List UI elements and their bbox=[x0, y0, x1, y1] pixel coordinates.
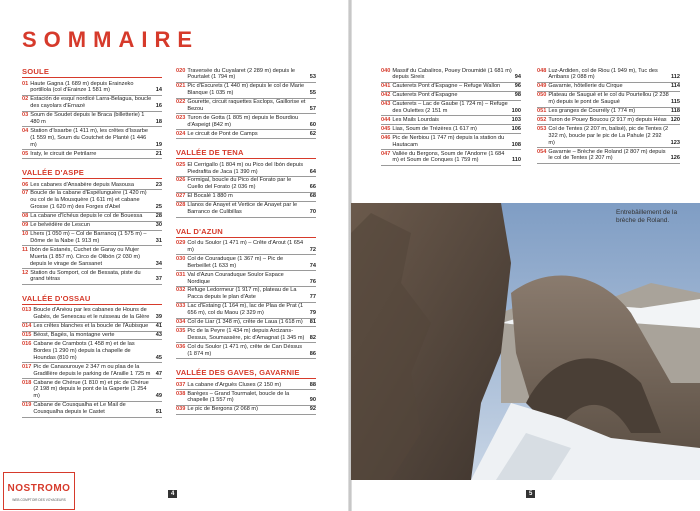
toc-section bbox=[22, 67, 162, 159]
entry-title: Cabane de Chérue (1 810 m) et pic de Chérue (2 198 m) depuis le pont de la Gaperte (1 254 m) bbox=[33, 379, 149, 400]
entry-number: 11 bbox=[22, 246, 28, 253]
toc-entry[interactable] bbox=[22, 379, 162, 402]
entry-page: 108 bbox=[511, 141, 521, 148]
entry-title: Cauterets Pont d'Espagne – Refuge Wallon bbox=[392, 83, 501, 90]
entry-page: 47 bbox=[155, 370, 162, 377]
entry-number: 041 bbox=[381, 83, 391, 90]
entry-title: Iraty, le circuit de Petrilarre bbox=[30, 150, 97, 157]
entry-number: 013 bbox=[22, 307, 32, 314]
entry-number: 036 bbox=[176, 343, 186, 350]
entry-number: 040 bbox=[381, 67, 391, 74]
toc-entry[interactable] bbox=[22, 96, 162, 112]
toc-entry[interactable] bbox=[176, 390, 316, 406]
entry-title: Les crêtes blanches et la boucle de l'Aubisque bbox=[33, 323, 149, 330]
toc-entry[interactable] bbox=[176, 381, 316, 390]
entry-page: 120 bbox=[670, 116, 680, 123]
entry-page: 25 bbox=[155, 204, 162, 211]
toc-entry[interactable] bbox=[22, 269, 162, 285]
entry-page: 60 bbox=[309, 121, 316, 128]
entry-title: Col du Soulor (1 471 m), crête de Can Déssus (1 874 m) bbox=[187, 343, 303, 357]
entry-number: 044 bbox=[381, 116, 391, 123]
entry-number: 053 bbox=[537, 125, 547, 132]
entry-title: Station d'Issarbe (1 411 m), les crêtes d'Issarbe (1 559 m), Soum du Coutchet de Planté (1 446 m) bbox=[30, 127, 148, 148]
entry-page: 81 bbox=[309, 319, 316, 326]
entry-title: Turon de Pouey Boucou (2 917 m) depuis Héas bbox=[548, 116, 667, 123]
toc-entry[interactable] bbox=[176, 343, 316, 359]
entry-title: Cauterets – Lac de Gaube (1 724 m) – Refuge des Oulettes (2 151 m bbox=[392, 101, 508, 115]
entry-page: 70 bbox=[309, 209, 316, 216]
entry-page: 64 bbox=[309, 168, 316, 175]
entry-page: 106 bbox=[511, 125, 521, 132]
entry-page: 114 bbox=[670, 83, 680, 90]
toc-entry[interactable] bbox=[22, 127, 162, 150]
page-number-right: 5 bbox=[526, 490, 535, 498]
toc-section bbox=[176, 148, 316, 217]
toc-section bbox=[381, 67, 521, 166]
toc-entry[interactable] bbox=[22, 363, 162, 379]
entry-number: 04 bbox=[22, 127, 29, 134]
section-title: VAL D'AZUN bbox=[176, 227, 316, 238]
entry-page: 62 bbox=[309, 130, 316, 137]
entry-number: 042 bbox=[381, 92, 391, 99]
entry-number: 05 bbox=[22, 150, 29, 157]
entry-title: Lhers (1 050 m) – Col de Barrancq (1 575 m) – Dôme de la Nabe (1 913 m) bbox=[30, 231, 147, 244]
toc-entry[interactable] bbox=[176, 319, 316, 328]
entry-page: 77 bbox=[309, 294, 316, 301]
section-title: VALLÉE DE TENA bbox=[176, 148, 316, 159]
entry-page: 37 bbox=[155, 276, 162, 283]
entry-number: 054 bbox=[537, 148, 547, 155]
toc-entry[interactable] bbox=[537, 116, 680, 125]
entry-number: 030 bbox=[176, 255, 186, 262]
entry-number: 020 bbox=[176, 67, 186, 74]
entry-number: 014 bbox=[22, 323, 32, 330]
entry-number: 07 bbox=[22, 190, 29, 197]
entry-title: Boucle d'Anéou par les cabanes de Houns de Gabès, de Senescau et le ruisseau de la Glère bbox=[33, 307, 150, 321]
toc-entry[interactable] bbox=[22, 323, 162, 332]
entry-page: 39 bbox=[155, 314, 162, 321]
entry-page: 76 bbox=[309, 278, 316, 285]
entry-title: Cauterets Pont d'Espagne bbox=[392, 92, 458, 99]
entry-number: 049 bbox=[537, 83, 547, 90]
entry-title: Les Mails Lourdais bbox=[392, 116, 439, 123]
toc-column bbox=[381, 67, 521, 175]
entry-page: 72 bbox=[309, 246, 316, 253]
toc-entry[interactable] bbox=[176, 114, 316, 130]
entry-page: 79 bbox=[309, 310, 316, 317]
entry-page: 112 bbox=[670, 74, 680, 81]
entry-page: 51 bbox=[155, 409, 162, 416]
entry-number: 038 bbox=[176, 390, 186, 397]
entry-title: Turon de Gotta (1 805 m) depuis le Bourdiou d'Aspeigt (842 m) bbox=[187, 114, 299, 128]
entry-title: Station du Somport, col de Bessata, piste du grand tétras bbox=[30, 269, 141, 283]
toc-entry[interactable] bbox=[381, 101, 521, 117]
entry-title: Gavarnie – Brèche de Roland (2 807 m) depuis le col de Tentes (2 207 m) bbox=[548, 148, 666, 162]
toc-entry[interactable] bbox=[22, 332, 162, 341]
entry-page: 100 bbox=[511, 108, 521, 115]
entry-number: 10 bbox=[22, 231, 29, 237]
entry-number: 051 bbox=[537, 108, 547, 115]
entry-number: 01 bbox=[22, 80, 29, 87]
toc-entry[interactable] bbox=[176, 193, 316, 202]
entry-number: 052 bbox=[537, 116, 547, 123]
toc-entry[interactable] bbox=[381, 116, 521, 125]
entry-title: Pic de Canaourouye 2 347 m ou plaa de la Gradillère depuis le parking de l'Araille 1 725 m bbox=[33, 363, 151, 377]
entry-title: Le belvédère de Lescun bbox=[30, 222, 90, 229]
entry-number: 024 bbox=[176, 130, 186, 137]
entry-number: 039 bbox=[176, 406, 186, 413]
entry-page: 19 bbox=[155, 141, 162, 148]
entry-page: 53 bbox=[309, 74, 316, 81]
toc-entry[interactable] bbox=[22, 80, 162, 96]
entry-number: 023 bbox=[176, 114, 186, 121]
entry-page: 45 bbox=[155, 354, 162, 361]
toc-entry[interactable] bbox=[176, 240, 316, 256]
entry-number: 050 bbox=[537, 92, 547, 99]
entry-number: 032 bbox=[176, 287, 186, 294]
toc-entry[interactable] bbox=[176, 255, 316, 271]
toc-entry[interactable] bbox=[176, 161, 316, 177]
entry-title: Gourette, circuit raquettes Esclops, Gaillorise et Bezou bbox=[187, 99, 306, 113]
toc-entry[interactable] bbox=[537, 83, 680, 92]
entry-number: 029 bbox=[176, 240, 186, 246]
toc-entry[interactable] bbox=[22, 402, 162, 418]
toc-section bbox=[22, 294, 162, 418]
entry-page: 23 bbox=[155, 181, 162, 188]
entry-page: 110 bbox=[511, 157, 521, 164]
entry-number: 016 bbox=[22, 340, 32, 347]
entry-title: Refuge Ledormeur (1 917 m), plateau de La Pacca depuis le plan d'Aste bbox=[187, 287, 297, 301]
toc-entry[interactable] bbox=[22, 181, 162, 190]
toc-entry[interactable] bbox=[537, 67, 680, 83]
entry-title: Estación de esquí nordicé Larra-Belagua, boucle des cayolars d'Ernazé bbox=[30, 96, 152, 110]
entry-title: Pic de Nerbiou (1 747 m) depuis la station du Hautacam bbox=[392, 134, 505, 148]
toc-entry[interactable] bbox=[176, 130, 316, 139]
entry-page: 28 bbox=[155, 213, 162, 220]
entry-title: Lias, Soum de Trézères (1 617 m) bbox=[392, 125, 477, 132]
page-title: SOMMAIRE bbox=[22, 27, 199, 52]
toc-entry[interactable] bbox=[22, 190, 162, 213]
entry-page: 98 bbox=[514, 92, 521, 99]
breche-de-roland-illustration bbox=[351, 203, 700, 480]
toc-entry[interactable] bbox=[537, 108, 680, 117]
toc-entry[interactable] bbox=[381, 125, 521, 134]
entry-title: Soum de Soudet depuis le Braca (billetterie) 1 480 m bbox=[30, 112, 145, 126]
entry-number: 045 bbox=[381, 125, 391, 132]
toc-entry[interactable] bbox=[22, 150, 162, 159]
entry-number: 043 bbox=[381, 101, 391, 108]
toc-entry[interactable] bbox=[22, 222, 162, 231]
entry-page: 90 bbox=[309, 397, 316, 404]
toc-section bbox=[176, 368, 316, 415]
entry-page: 34 bbox=[155, 260, 162, 267]
entry-title: Luz-Ardiden, col de Riou (1 949 m), Tuc des Arribans (2 088 m) bbox=[548, 67, 658, 81]
toc-entry[interactable] bbox=[537, 92, 680, 108]
toc-entry[interactable] bbox=[381, 92, 521, 101]
toc-entry[interactable] bbox=[176, 327, 316, 343]
toc-column bbox=[22, 67, 162, 427]
toc-entry[interactable] bbox=[176, 202, 316, 218]
toc-entry[interactable] bbox=[22, 231, 162, 247]
entry-title: Cabane de Crambots (1 458 m) et de las Bordes (1 290 m) depuis la chapelle de Houndas (810 m) bbox=[33, 340, 135, 361]
entry-title: Haute Gagna (1 689 m) depuis Erainzeko portillola (col d'Erainze 1 581 m) bbox=[30, 80, 134, 94]
entry-number: 034 bbox=[176, 319, 186, 326]
entry-number: 021 bbox=[176, 83, 186, 90]
entry-title: Gavarnie, hôtellerie du Cirque bbox=[548, 83, 623, 90]
entry-page: 96 bbox=[514, 83, 521, 90]
toc-entry[interactable] bbox=[381, 150, 521, 166]
entry-page: 88 bbox=[309, 381, 316, 388]
entry-number: 025 bbox=[176, 161, 186, 168]
entry-number: 017 bbox=[22, 363, 32, 370]
entry-number: 031 bbox=[176, 271, 186, 278]
entry-page: 16 bbox=[155, 103, 162, 110]
entry-number: 015 bbox=[22, 332, 32, 339]
entry-title: Boucle de la cabane d'Espélunguère (1 420 m) ou col de la Mousquère (1 611 m) et cabane Grosse (1 620 m) des Forges d'Abel bbox=[30, 190, 147, 211]
toc-entry[interactable] bbox=[381, 83, 521, 92]
entry-page: 49 bbox=[155, 393, 162, 400]
entry-number: 046 bbox=[381, 134, 391, 141]
entry-number: 027 bbox=[176, 193, 186, 200]
entry-number: 019 bbox=[22, 402, 32, 409]
entry-page: 68 bbox=[309, 193, 316, 200]
toc-entry[interactable] bbox=[22, 246, 162, 269]
entry-title: El Cerrigallo (1 804 m) ou Pico del Ibón depuis Piedrafita de Jaca (1 390 m) bbox=[187, 161, 304, 175]
logo-tagline: WEB COMPTOIR DES VOYAGEURS bbox=[12, 498, 66, 502]
entry-number: 08 bbox=[22, 213, 29, 220]
entry-title: Le pic de Bergons (2 068 m) bbox=[187, 406, 258, 413]
entry-page: 92 bbox=[309, 406, 316, 413]
entry-page: 66 bbox=[309, 184, 316, 191]
entry-page: 18 bbox=[155, 119, 162, 126]
section-title: VALLÉE DES GAVES, GAVARNIE bbox=[176, 368, 316, 379]
entry-title: Massif du Cabaliros, Pouey Droumidé (1 681 m) depuis Sireix bbox=[392, 67, 512, 81]
entry-number: 12 bbox=[22, 269, 29, 276]
toc-column bbox=[537, 67, 680, 173]
entry-page: 123 bbox=[670, 139, 680, 146]
entry-number: 09 bbox=[22, 222, 29, 229]
entry-title: Lac d'Estaing (1 164 m), lac de Plaa de Prat (1 656 m), col du Maou (2 329 m) bbox=[187, 303, 304, 317]
toc-entry[interactable] bbox=[537, 125, 680, 148]
entry-title: Llanos de Anayet et Vertice de Anayet par le Barranco de Culibillas bbox=[187, 202, 298, 216]
toc-section bbox=[176, 227, 316, 360]
entry-page: 103 bbox=[511, 116, 521, 123]
entry-number: 018 bbox=[22, 379, 32, 386]
toc-section bbox=[537, 67, 680, 164]
entry-title: La cabane d'Arguès Cluses (2 150 m) bbox=[187, 381, 282, 388]
entry-number: 028 bbox=[176, 202, 186, 209]
entry-title: Cabane de Cousqualha et Le Mail de Cousqualha depuis le Castet bbox=[33, 402, 126, 416]
toc-entry[interactable] bbox=[176, 83, 316, 99]
section-title: VALLÉE D'OSSAU bbox=[22, 294, 162, 305]
toc-entry[interactable] bbox=[22, 213, 162, 222]
entry-number: 048 bbox=[537, 67, 547, 74]
entry-title: Les granges de Courrély (1 774 m) bbox=[548, 108, 636, 115]
entry-number: 047 bbox=[381, 150, 391, 157]
entry-number: 026 bbox=[176, 177, 186, 184]
entry-title: Plateau de Saugué et le col du Pourtellou (2 238 m) depuis le pont de Saugué bbox=[548, 92, 669, 106]
toc-entry[interactable] bbox=[176, 287, 316, 303]
entry-title: Les cabanes d'Ansabère depuis Masousa bbox=[30, 181, 134, 188]
entry-page: 86 bbox=[309, 350, 316, 357]
toc-entry[interactable] bbox=[176, 67, 316, 83]
toc-entry[interactable] bbox=[176, 99, 316, 115]
logo-name: NOSTROMO bbox=[7, 483, 71, 494]
toc-entry[interactable] bbox=[22, 112, 162, 128]
entry-page: 41 bbox=[155, 323, 162, 330]
mountain-photo bbox=[351, 203, 700, 480]
entry-number: 037 bbox=[176, 381, 186, 388]
publisher-logo bbox=[3, 472, 75, 510]
entry-page: 118 bbox=[670, 108, 680, 115]
entry-page: 31 bbox=[155, 237, 162, 244]
entry-title: Col du Soulor (1 471 m) – Crête d'Arout (1 654 m) bbox=[187, 240, 304, 253]
entry-page: 14 bbox=[155, 87, 162, 94]
entry-page: 82 bbox=[309, 334, 316, 341]
toc-entry[interactable] bbox=[22, 307, 162, 323]
entry-title: Traversée du Cuyalaret (2 289 m) depuis le Pourtalet (1 794 m) bbox=[187, 67, 296, 81]
entry-title: Formigal, boucle du Pico del Forato par le Cuello del Forato (2 036 m) bbox=[187, 177, 292, 191]
entry-title: Vallée du Bergons, Soum de l'Andorre (1 684 m) et Soum de Conques (1 759 m) bbox=[392, 150, 505, 164]
entry-page: 21 bbox=[155, 150, 162, 157]
entry-page: 115 bbox=[670, 99, 680, 106]
entry-page: 126 bbox=[670, 155, 680, 162]
entry-page: 74 bbox=[309, 262, 316, 269]
entry-page: 55 bbox=[309, 90, 316, 97]
toc-entry[interactable] bbox=[537, 148, 680, 164]
entry-page: 57 bbox=[309, 106, 316, 113]
entry-number: 022 bbox=[176, 99, 186, 106]
entry-number: 06 bbox=[22, 181, 29, 188]
entry-title: Col de Couraduque (1 367 m) – Pic de Berbeillet (1 633 m) bbox=[187, 255, 284, 269]
toc-entry[interactable] bbox=[176, 303, 316, 319]
entry-title: Col de Liar (1 348 m), crête de Laua (1 618 m) bbox=[187, 319, 303, 326]
entry-title: Barèges – Grand Tourmalet, boucle de la chapelle (1 557 m) bbox=[187, 390, 290, 404]
entry-number: 033 bbox=[176, 303, 186, 310]
entry-title: Béost, Bagès, la montagne verte bbox=[33, 332, 115, 339]
photo-caption: Entrebâillement de la brèche de Roland. bbox=[616, 209, 678, 224]
toc-entry[interactable] bbox=[381, 67, 521, 83]
toc-section bbox=[22, 168, 162, 285]
entry-title: Ibón de Estanés, Cuchet de Garay ou Mujer Muerta (1 857 m). Circo de Olibón (2 030 m) depuis le virage de Sansanet bbox=[29, 246, 140, 267]
entry-title: La cabane d'Ichéus depuis le col de Bouessa bbox=[30, 213, 143, 220]
section-title: SOULE bbox=[22, 67, 162, 78]
entry-title: Le circuit de Pont de Camps bbox=[187, 130, 258, 137]
entry-page: 30 bbox=[155, 222, 162, 229]
entry-number: 03 bbox=[22, 112, 29, 119]
entry-number: 035 bbox=[176, 327, 186, 334]
page-number-left: 4 bbox=[168, 490, 177, 498]
toc-entry[interactable] bbox=[176, 177, 316, 193]
toc-section bbox=[176, 67, 316, 139]
section-title: VALLÉE D'ASPE bbox=[22, 168, 162, 179]
entry-title: El Bocalé 1 880 m bbox=[187, 193, 233, 200]
toc-entry[interactable] bbox=[22, 340, 162, 363]
toc-entry[interactable] bbox=[176, 271, 316, 287]
toc-column bbox=[176, 67, 316, 424]
toc-entry[interactable] bbox=[176, 406, 316, 415]
entry-page: 94 bbox=[514, 74, 521, 81]
entry-title: Col de Tentes (2 207 m, balisé), pic de Tentes (2 322 m), boucle par le pic de La Pahule (2 292 m) bbox=[548, 125, 669, 146]
entry-title: Val d'Azun Couraduque Soulor Espace Nordique bbox=[187, 271, 284, 285]
toc-entry[interactable] bbox=[381, 134, 521, 150]
entry-number: 02 bbox=[22, 96, 29, 103]
entry-title: Pic d'Escurets (1 440 m) depuis le col de Marie Blanque (1 035 m) bbox=[187, 83, 305, 97]
entry-page: 43 bbox=[155, 332, 162, 339]
entry-title: Pic de la Peyre (1 434 m) depuis Arcizans-Dessus, Soumassère, pic d'Amagnat (1 345 m) bbox=[187, 327, 305, 341]
